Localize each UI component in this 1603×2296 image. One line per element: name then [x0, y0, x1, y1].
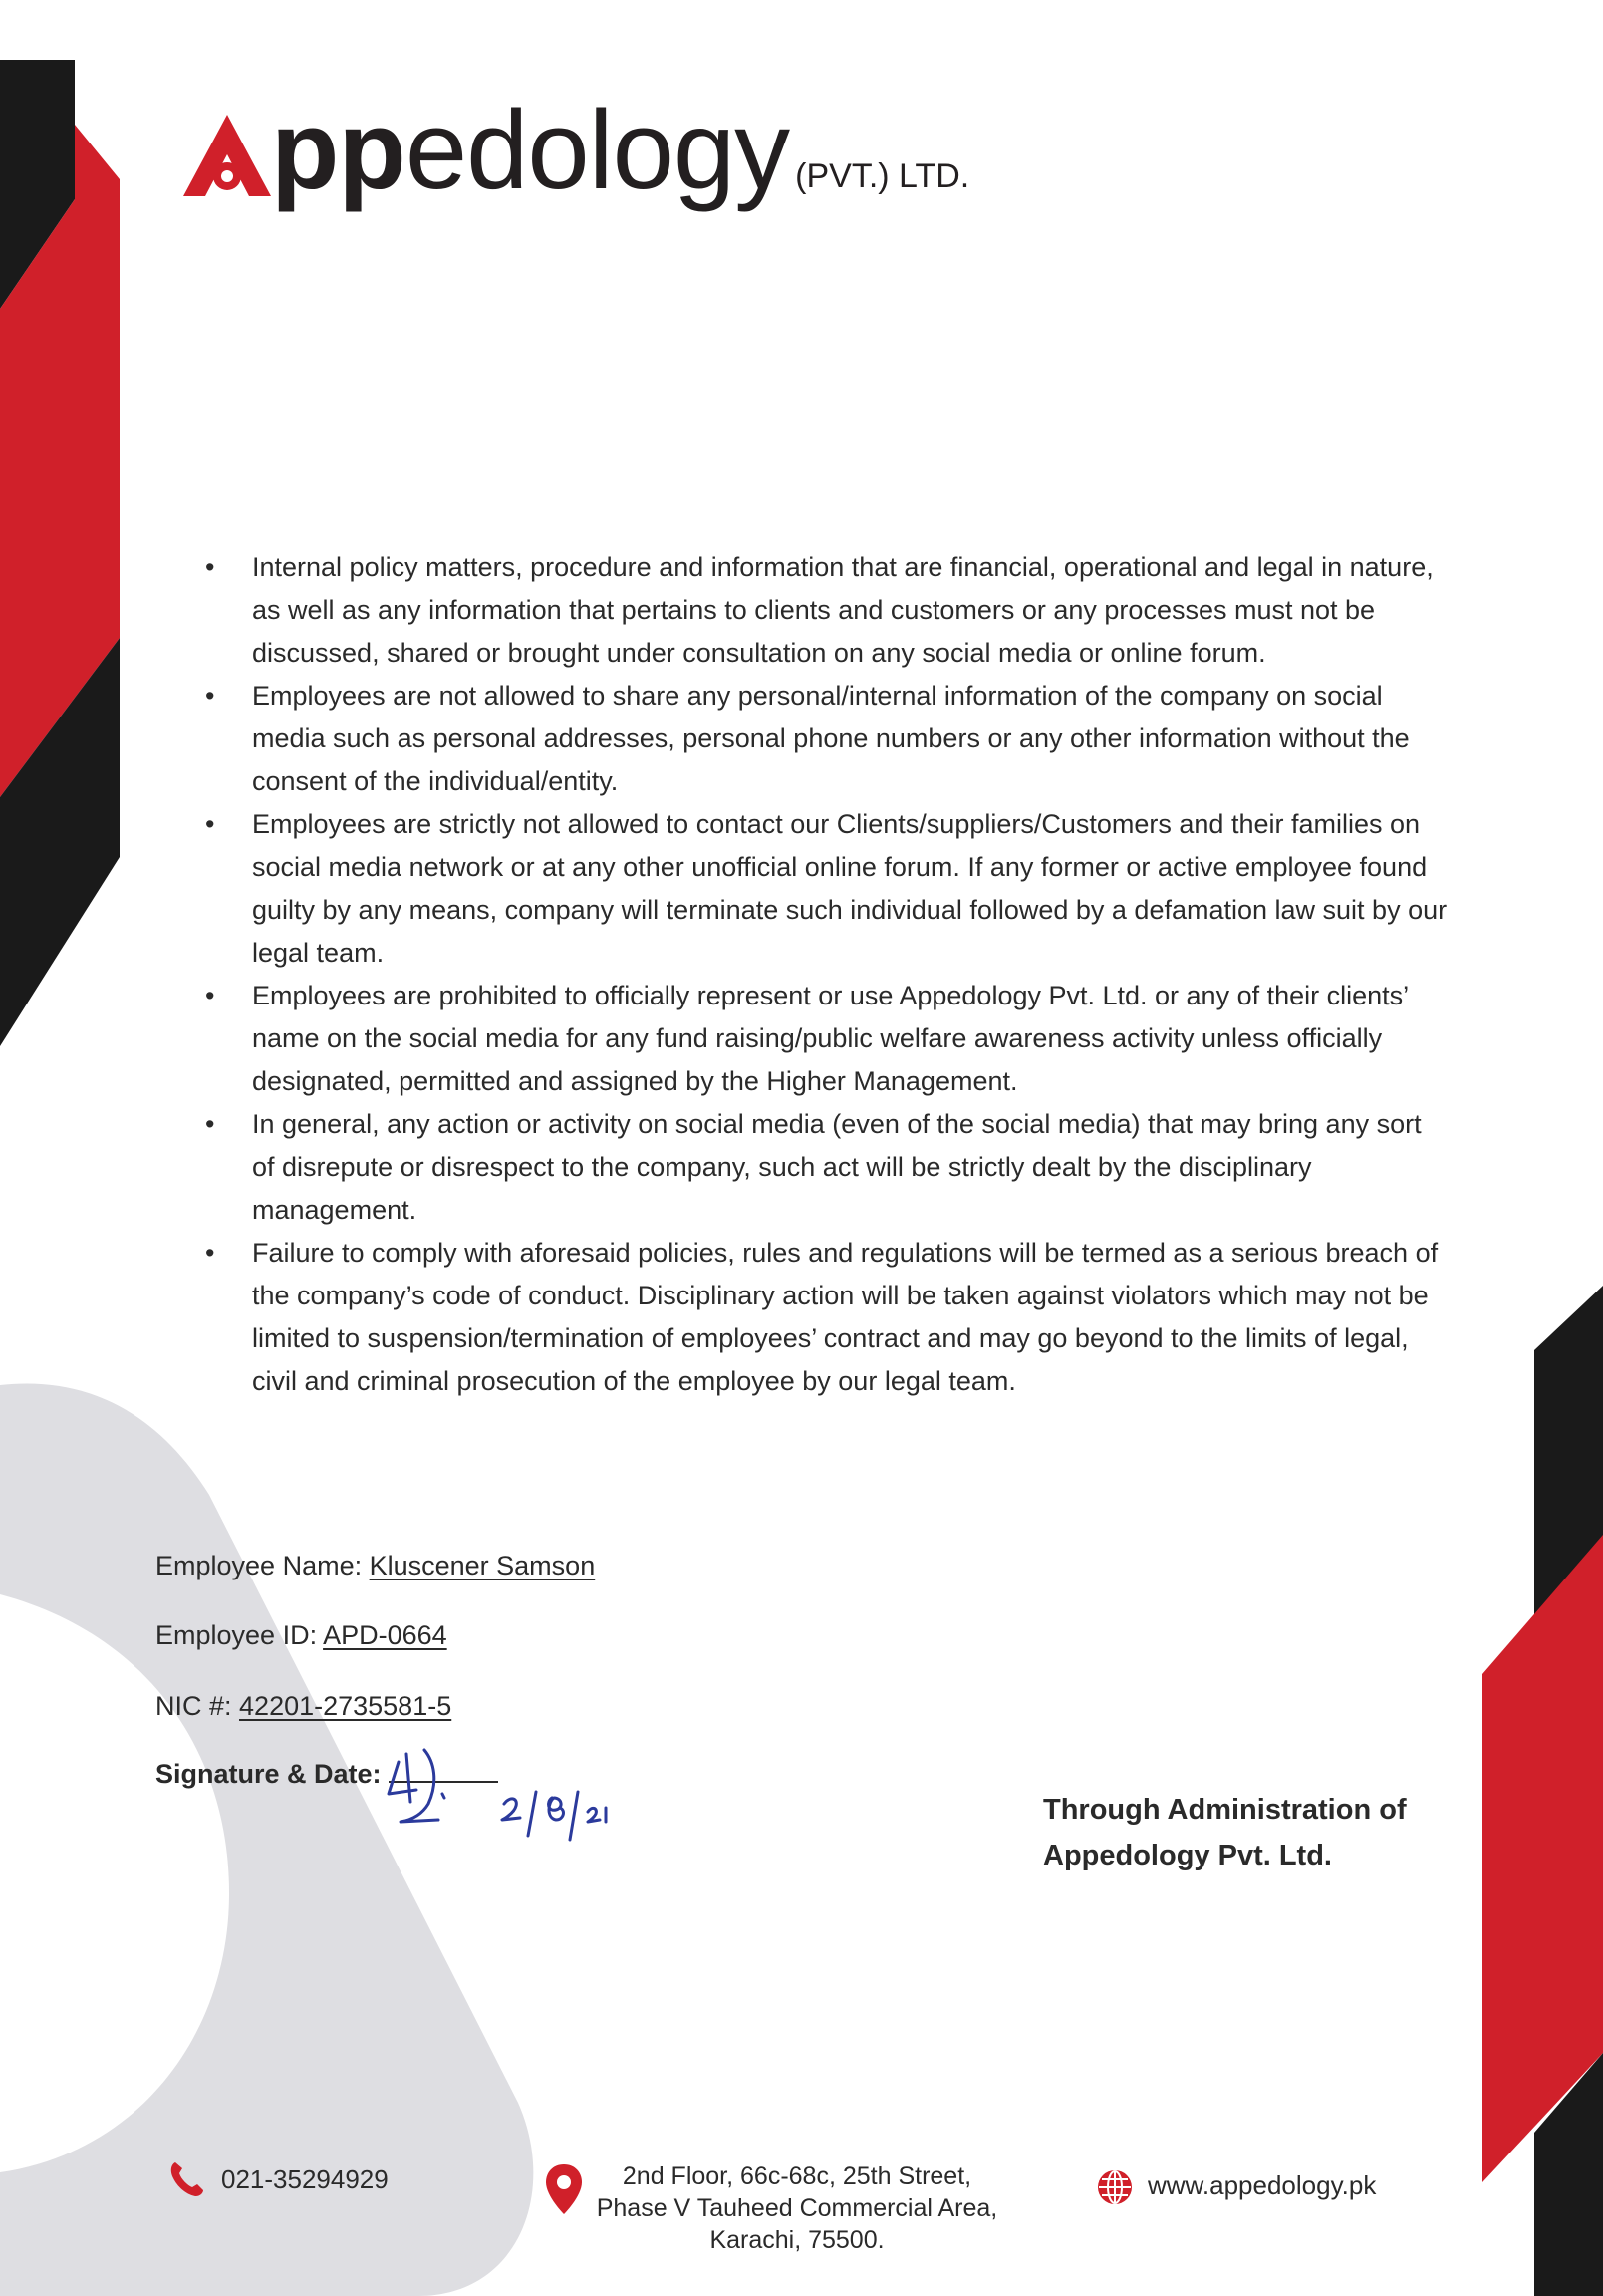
employee-id-value: APD-0664: [323, 1620, 447, 1650]
nic-value: 42201-2735581-5: [239, 1691, 452, 1721]
globe-icon: [1096, 2168, 1134, 2206]
policy-text: Employees are prohibited to officially represent or use Appedology Pvt. Ltd. or any of their clients’ name on the social media for any fund raising/public welfare awareness activity unless officially designated, permitted and assigned by the Higher Management.: [252, 981, 1409, 1096]
bullet-icon: •: [205, 681, 215, 711]
policy-item: [199, 1232, 1450, 1403]
company-logo: [179, 88, 970, 212]
employee-name-value: Kluscener Samson: [369, 1551, 596, 1580]
through-line-1: Through Administration of: [1043, 1794, 1407, 1826]
employee-id-label: Employee ID:: [155, 1620, 324, 1650]
logo-mark-icon: [179, 111, 275, 206]
policy-item: [199, 975, 1450, 1103]
policy-item: [199, 675, 1450, 803]
bullet-icon: •: [205, 809, 215, 839]
phone-icon: [167, 2158, 207, 2198]
bullet-icon: •: [205, 1238, 215, 1268]
policy-text: Employees are not allowed to share any personal/internal information of the company on social media such as personal addresses, personal phone numbers or any other information without the consent of the individual/entity.: [252, 681, 1410, 796]
address-line-3: Karachi, 75500.: [709, 2226, 885, 2254]
address-line-2: Phase V Tauheed Commercial Area,: [596, 2194, 998, 2222]
policy-item: [199, 546, 1450, 675]
logo-wordmark: [271, 88, 790, 212]
logo-wordmark-pp: pp: [271, 88, 405, 212]
nic-field: [155, 1691, 451, 1722]
footer-website[interactable]: www.appedology.pk: [1148, 2170, 1377, 2200]
policy-text: Internal policy matters, procedure and information that are financial, operational and legal in nature, as well as any information that pertains to clients and customers or any processes must not be discussed, shared or brought under consultation on any social media or online forum.: [252, 552, 1434, 668]
bullet-icon: •: [205, 981, 215, 1010]
policy-item: [199, 1103, 1450, 1232]
bullet-icon: •: [205, 1109, 215, 1139]
through-administration: [1043, 1787, 1407, 1878]
handwritten-signature: [377, 1732, 656, 1842]
logo-suffix: (PVT.) LTD.: [795, 157, 970, 195]
policy-item: [199, 803, 1450, 975]
policy-list: [199, 546, 1450, 1403]
signature-label: Signature & Date:: [155, 1759, 390, 1789]
logo-wordmark-rest: edology: [404, 88, 790, 212]
employee-name-field: [155, 1551, 595, 1581]
footer-address: [558, 2160, 1036, 2256]
policy-text: Employees are strictly not allowed to contact our Clients/suppliers/Customers and their families on social media network or at any other unofficial online forum. If any former or active employee found guilty by any means, company will terminate such individual followed by a defamation law suit by our legal team.: [252, 809, 1448, 968]
through-line-2: Appedology Pvt. Ltd.: [1043, 1840, 1332, 1871]
address-line-1: 2nd Floor, 66c-68c, 25th Street,: [622, 2162, 972, 2190]
policy-text: In general, any action or activity on social media (even of the social media) that may bring any sort of disrepute or disrespect to the company, such act will be strictly dealt by the disciplinary management.: [252, 1109, 1422, 1225]
bullet-icon: •: [205, 552, 215, 582]
policy-text: Failure to comply with aforesaid policies, rules and regulations will be termed as a serious breach of the company’s code of conduct. Disciplinary action will be taken against violators which may not be limited to suspension/termination of employees’ contract and may go beyond to the limits of legal, civil and criminal prosecution of the employee by our legal team.: [252, 1238, 1439, 1396]
employee-id-field: [155, 1620, 447, 1651]
nic-label: NIC #:: [155, 1691, 240, 1721]
employee-name-label: Employee Name:: [155, 1551, 370, 1580]
footer-phone: 021-35294929: [221, 2164, 389, 2194]
